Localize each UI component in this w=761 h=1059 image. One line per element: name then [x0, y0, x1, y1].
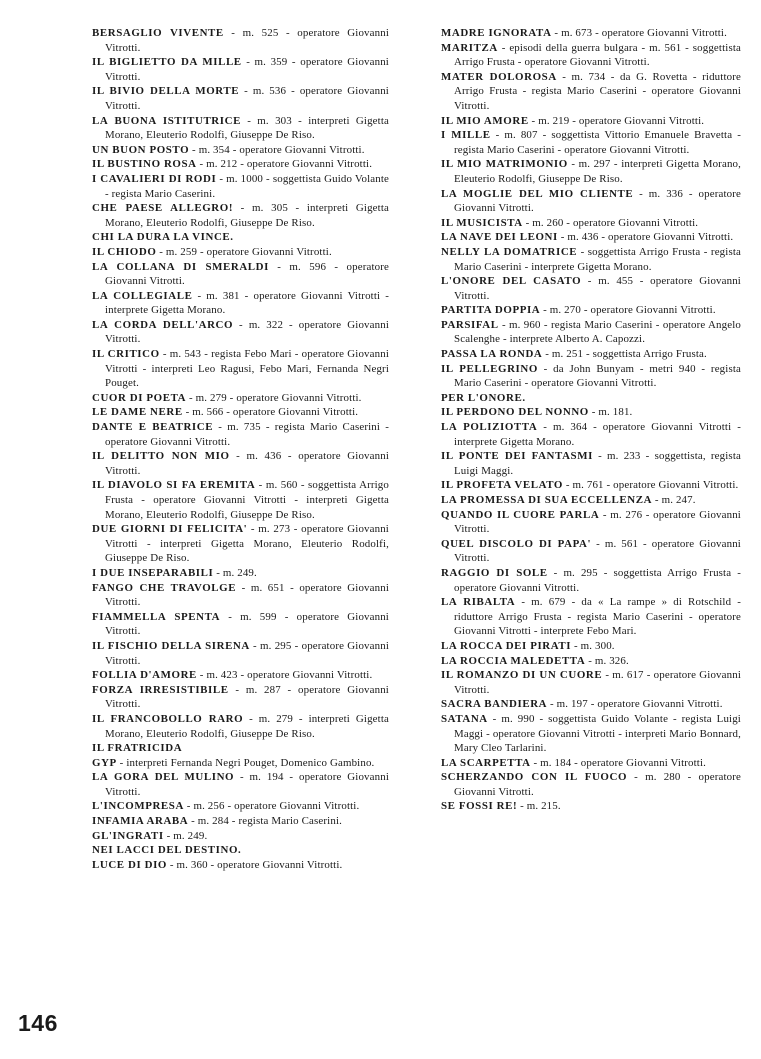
film-title: FOLLIA D'AMORE	[92, 669, 197, 682]
film-title: LA BUONA ISTITUTRICE	[92, 114, 241, 127]
film-title: IL CHIODO	[92, 245, 157, 258]
film-details: - m. 617 - operatore Giovanni Vitrotti.	[454, 669, 741, 696]
film-details: - m. 280 - operatore Giovanni Vitrotti.	[454, 771, 741, 798]
film-title: IL PONTE DEI FANTASMI	[441, 450, 593, 463]
film-entry	[92, 143, 389, 158]
film-entry	[92, 683, 389, 712]
film-details: - m. 673 - operatore Giovanni Vitrotti.	[551, 27, 727, 39]
film-details: - soggettista Arrigo Frusta - regista Mario Caserini - interprete Gigetta Morano.	[454, 245, 741, 273]
film-entry	[441, 420, 741, 449]
film-title: GYP	[92, 756, 117, 769]
film-entry	[441, 405, 741, 420]
film-entry	[441, 639, 741, 654]
right-column	[441, 26, 741, 814]
film-details: - m. 295 - operatore Giovanni Vitrotti.	[105, 639, 389, 667]
film-entry	[441, 668, 741, 697]
film-entry	[441, 347, 741, 362]
film-details: - m. 194 - operatore Giovanni Vitrotti.	[105, 771, 389, 798]
film-title: GL'INGRATI	[92, 829, 164, 842]
film-details: - m. 215.	[517, 800, 561, 813]
film-entry	[92, 114, 389, 143]
film-title: IL PROFETA VELATO	[441, 479, 563, 492]
film-entry	[92, 172, 389, 201]
film-entry	[92, 84, 389, 113]
film-entry	[441, 508, 741, 537]
film-title: QUEL DISCOLO DI PAPA'	[441, 537, 592, 550]
film-entry	[92, 347, 389, 391]
film-details: - m. 249.	[213, 566, 257, 579]
film-title: L'INCOMPRESA	[92, 800, 184, 813]
film-details: - m. 260 - operatore Giovanni Vitrotti.	[522, 216, 699, 229]
film-entry	[92, 318, 389, 347]
film-entry	[92, 260, 389, 289]
film-title: FANGO CHE TRAVOLGE	[92, 581, 237, 594]
film-title: QUANDO IL CUORE PARLA	[441, 508, 600, 521]
film-title: IL BIVIO DELLA MORTE	[92, 85, 240, 98]
film-details: - m. 525 - operatore Giovanni Vitrotti.	[105, 27, 389, 54]
film-entry	[441, 318, 741, 347]
film-entry	[92, 391, 389, 406]
film-details: - m. 259 - operatore Giovanni Vitrotti.	[156, 245, 332, 258]
film-entry	[441, 712, 741, 756]
left-column	[92, 26, 389, 872]
film-title: PARSIFAL	[441, 318, 499, 331]
film-details: - m. 566 - operatore Giovanni Vitrotti.	[182, 406, 359, 419]
film-entry	[92, 741, 389, 756]
film-details: - m. 287 - operatore Giovanni Vitrotti.	[105, 683, 389, 711]
film-details: - m. 300.	[571, 639, 615, 652]
film-entry	[441, 449, 741, 478]
film-details: - m. 599 - operatore Giovanni Vitrotti.	[105, 610, 389, 638]
film-title: FIAMMELLA SPENTA	[92, 610, 221, 623]
film-details: - m. 651 - operatore Giovanni Vitrotti.	[105, 581, 389, 609]
film-title: LA COLLEGIALE	[92, 289, 193, 302]
film-title: IL BIGLIETTO DA MILLE	[92, 56, 242, 69]
film-title: PER L'ONORE.	[441, 391, 526, 404]
film-entry	[92, 449, 389, 478]
film-entry	[92, 55, 389, 84]
film-details: - m. 990 - soggettista Guido Volante - regista Luigi Maggi - operatore Giovanni Vitrotti - interpreti Mario Bonnard, Mary Cleo Tarlarini.	[454, 712, 741, 755]
film-details: - m. 560 - soggettista Arrigo Frusta - operatore Giovanni Vitrotti - interpreti Gigetta Morano, Eleuterio Rodolfi, Giuseppe De Riso.	[105, 479, 389, 521]
film-title: LA CORDA DELL'ARCO	[92, 318, 234, 331]
film-details: - m. 181.	[588, 406, 633, 419]
film-title: UN BUON POSTO	[92, 143, 190, 156]
film-title: RAGGIO DI SOLE	[441, 566, 548, 579]
film-title: LA SCARPETTA	[441, 756, 531, 769]
film-details: - m. 360 - operatore Giovanni Vitrotti.	[166, 858, 343, 871]
film-entry	[441, 187, 741, 216]
film-entry	[92, 230, 389, 245]
film-title: LA MOGLIE DEL MIO CLIENTE	[441, 187, 634, 200]
film-entry	[441, 41, 741, 70]
film-details: - m. 326.	[585, 654, 629, 667]
film-entry	[441, 493, 741, 508]
film-title: NELLY LA DOMATRICE	[441, 245, 578, 258]
film-entry	[92, 420, 389, 449]
film-entry	[92, 799, 389, 814]
film-details: - m. 761 - operatore Giovanni Vitrotti.	[562, 479, 739, 492]
film-title: LA COLLANA DI SMERALDI	[92, 260, 269, 273]
film-details: - m. 295 - soggettista Arrigo Frusta - operatore Giovanni Vitrotti.	[454, 566, 741, 594]
film-details: - m. 807 - soggettista Vittorio Emanuele Bravetta - regista Mario Caserini - operatore Giovanni Vitrotti.	[454, 129, 741, 156]
film-title: PARTITA DOPPIA	[441, 304, 541, 317]
film-details: - m. 381 - operatore Giovanni Vitrotti - interprete Gigetta Morano.	[105, 289, 390, 317]
film-title: LUCE DI DIO	[92, 858, 167, 871]
film-title: IL FRATRICIDA	[92, 742, 183, 755]
film-entry	[441, 70, 741, 114]
film-entry	[441, 478, 741, 493]
film-title: I DUE INSEPARABILI	[92, 566, 214, 579]
film-details: - m. 212 - operatore Giovanni Vitrotti.	[196, 158, 373, 171]
film-title: FORZA IRRESISTIBILE	[92, 683, 229, 696]
film-entry	[92, 843, 389, 858]
film-title: IL BUSTINO ROSA	[92, 158, 197, 171]
film-title: MARITZA	[441, 41, 498, 54]
film-title: CHI LA DURA LA VINCE.	[92, 231, 234, 244]
film-title: LA ROCCA DEI PIRATI	[441, 639, 572, 652]
film-title: LA RIBALTA	[441, 596, 516, 609]
film-title: IL PELLEGRINO	[441, 362, 538, 375]
film-details: - m. 251 - soggettista Arrigo Frusta.	[542, 348, 707, 361]
film-details: - m. 279 - operatore Giovanni Vitrotti.	[186, 391, 362, 404]
film-title: SCHERZANDO CON IL FUOCO	[441, 771, 628, 784]
film-details: - m. 256 - operatore Giovanni Vitrotti.	[183, 800, 360, 813]
film-details: - m. 960 - regista Mario Caserini - operatore Angelo Scalenghe - interprete Alberto A. Capozzi.	[454, 318, 741, 346]
film-details: - m. 336 - operatore Giovanni Vitrotti.	[454, 187, 741, 215]
film-entry	[92, 478, 389, 522]
film-details: - m. 297 - interpreti Gigetta Morano, Eleuterio Rodolfi, Giuseppe De Riso.	[454, 158, 742, 185]
film-title: L'ONORE DEL CASATO	[441, 275, 582, 288]
film-details: - m. 536 - operatore Giovanni Vitrotti.	[105, 85, 389, 112]
film-details: - m. 303 - interpreti Gigetta Morano, Eleuterio Rodolfi, Giuseppe De Riso.	[105, 114, 390, 142]
film-details: - m. 273 - operatore Giovanni Vitrotti - interpreti Gigetta Morano, Eleuterio Rodolfi, Giuseppe De Riso.	[105, 523, 389, 565]
film-title: IL MIO MATRIMONIO	[441, 158, 568, 171]
film-title: IL FISCHIO DELLA SIRENA	[92, 639, 250, 652]
film-details: - m. 354 - operatore Giovanni Vitrotti.	[189, 143, 365, 156]
film-entry	[92, 522, 389, 566]
film-entry	[441, 799, 741, 814]
film-title: IL PERDONO DEL NONNO	[441, 406, 589, 419]
film-title: IL ROMANZO DI UN CUORE	[441, 669, 603, 682]
page-number: 146	[18, 1010, 58, 1036]
film-title: MADRE IGNORATA	[441, 27, 552, 39]
film-title: BERSAGLIO VIVENTE	[92, 27, 224, 39]
film-title: LA NAVE DEI LEONI	[441, 231, 558, 244]
film-title: LA ROCCIA MALEDETTA	[441, 654, 586, 667]
film-title: SE FOSSI RE!	[441, 800, 518, 813]
film-entry	[92, 668, 389, 683]
film-title: IL FRANCOBOLLO RARO	[92, 712, 244, 725]
film-title: SATANA	[441, 712, 488, 725]
film-entry	[441, 595, 741, 639]
film-details: - m. 197 - operatore Giovanni Vitrotti.	[547, 698, 723, 711]
film-entry	[441, 654, 741, 669]
film-entry	[92, 829, 389, 844]
film-title: IL MIO AMORE	[441, 114, 529, 127]
film-entry	[441, 114, 741, 129]
film-title: SACRA BANDIERA	[441, 698, 548, 711]
film-entry	[92, 581, 389, 610]
film-details: - m. 279 - interpreti Gigetta Morano, Eleuterio Rodolfi, Giuseppe De Riso.	[105, 712, 389, 740]
film-details: - m. 1000 - soggettista Guido Volante - regista Mario Caserini.	[105, 172, 389, 200]
film-details: - m. 276 - operatore Giovanni Vitrotti.	[454, 508, 741, 536]
film-entry	[441, 756, 741, 771]
film-title: DANTE E BEATRICE	[92, 421, 214, 434]
film-entry	[92, 756, 389, 771]
film-entry	[92, 245, 389, 260]
film-details: - m. 436 - operatore Giovanni Vitrotti.	[105, 450, 389, 477]
film-entry	[92, 26, 389, 55]
film-entry	[441, 157, 741, 186]
film-title: CHE PAESE ALLEGRO!	[92, 202, 234, 215]
film-details: - m. 543 - regista Febo Mari - operatore Giovanni Vitrotti - interpreti Leo Ragusi, Febo Mari, Fernanda Negri Pouget.	[105, 348, 389, 390]
film-title: LA PROMESSA DI SUA ECCELLENZA	[441, 494, 653, 506]
film-details: - m. 735 - regista Mario Caserini - operatore Giovanni Vitrotti.	[105, 421, 390, 448]
film-entry	[92, 814, 389, 829]
film-details: - m. 364 - operatore Giovanni Vitrotti - interprete Gigetta Morano.	[454, 421, 741, 448]
film-entry	[441, 537, 741, 566]
film-details: - episodi della guerra bulgara - m. 561 - soggettista Arrigo Frusta - operatore Giovanni Vitrotti.	[454, 41, 741, 69]
film-entry	[92, 289, 389, 318]
film-entry	[441, 303, 741, 318]
film-details: - m. 455 - operatore Giovanni Vitrotti.	[454, 275, 741, 302]
film-title: LE DAME NERE	[92, 406, 183, 419]
film-entry	[441, 697, 741, 712]
film-title: PASSA LA RONDA	[441, 348, 543, 361]
film-title: I MILLE	[441, 129, 491, 142]
film-details: - m. 322 - operatore Giovanni Vitrotti.	[105, 318, 389, 346]
film-details: - m. 561 - operatore Giovanni Vitrotti.	[454, 537, 741, 565]
film-entry	[92, 858, 389, 873]
film-entry	[92, 712, 389, 741]
film-details: - m. 284 - regista Mario Caserini.	[188, 815, 343, 828]
film-details: - m. 305 - interpreti Gigetta Morano, Eleuterio Rodolfi, Giuseppe De Riso.	[105, 202, 389, 229]
film-entry	[92, 566, 389, 581]
film-details: - m. 219 - operatore Giovanni Vitrotti.	[528, 114, 705, 127]
film-details: - m. 679 - da « La rampe » di Rotschild - riduttore Arrigo Frusta - regista Mario Caserini - operatore Giovanni Vitrotti - interprete Febo Mari.	[454, 596, 741, 638]
film-entry	[441, 770, 741, 799]
film-details: - m. 249.	[163, 829, 208, 842]
film-details: - m. 270 - operatore Giovanni Vitrotti.	[540, 304, 716, 317]
film-entry	[92, 639, 389, 668]
film-entry	[441, 362, 741, 391]
film-title: DUE GIORNI DI FELICITA'	[92, 523, 248, 536]
film-title: IL DELITTO NON MIO	[92, 450, 230, 463]
film-entry	[441, 26, 741, 41]
film-details: - m. 596 - operatore Giovanni Vitrotti.	[105, 260, 389, 288]
film-entry	[92, 405, 389, 420]
film-title: INFAMIA ARABA	[92, 815, 189, 828]
film-entry	[92, 610, 389, 639]
film-entry	[441, 128, 741, 157]
film-details: - m. 247.	[652, 494, 696, 506]
film-details: - m. 184 - operatore Giovanni Vitrotti.	[530, 756, 707, 769]
film-entry	[441, 245, 741, 274]
film-entry	[92, 201, 389, 230]
film-title: CUOR DI POETA	[92, 391, 187, 404]
film-details: - m. 436 - operatore Giovanni Vitrotti.	[557, 231, 734, 244]
film-title: LA POLIZIOTTA	[441, 421, 538, 434]
film-entry	[92, 157, 389, 172]
film-entry	[441, 216, 741, 231]
film-details: - m. 359 - operatore Giovanni Vitrotti.	[105, 56, 389, 83]
film-title: NEI LACCI DEL DESTINO.	[92, 844, 242, 857]
film-details: - m. 734 - da G. Rovetta - riduttore Arrigo Frusta - regista Mario Caserini - operatore Giovanni Vitrotti.	[454, 70, 741, 112]
film-details: - m. 423 - operatore Giovanni Vitrotti.	[196, 669, 373, 682]
film-entry	[92, 770, 389, 799]
film-details: - da John Bunyam - metri 940 - regista Mario Caserini - operatore Giovanni Vitrotti.	[454, 362, 741, 390]
film-title: MATER DOLOROSA	[441, 70, 557, 83]
film-entry	[441, 566, 741, 595]
film-details: - interpreti Fernanda Negri Pouget, Domenico Gambino.	[116, 756, 375, 769]
film-entry	[441, 274, 741, 303]
film-title: I CAVALIERI DI RODI	[92, 172, 217, 185]
film-title: IL DIAVOLO SI FA EREMITA	[92, 479, 256, 492]
film-details: - m. 233 - soggettista, regista Luigi Maggi.	[454, 450, 741, 477]
film-entry	[441, 230, 741, 245]
film-title: LA GORA DEL MULINO	[92, 771, 235, 784]
film-title: IL MUSICISTA	[441, 216, 523, 229]
film-entry	[441, 391, 741, 406]
film-title: IL CRITICO	[92, 348, 160, 361]
